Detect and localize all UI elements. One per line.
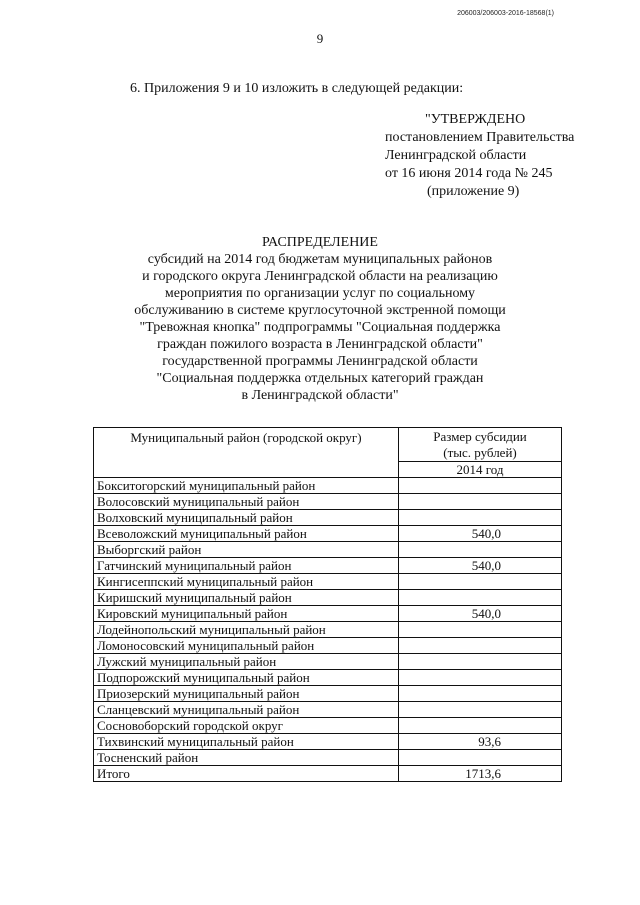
district-name-cell: Лужский муниципальный район <box>94 654 399 670</box>
intro-paragraph: 6. Приложения 9 и 10 изложить в следующей редакции: <box>130 81 464 96</box>
approval-line: постановлением Правительства <box>385 130 575 145</box>
subsidy-value-cell <box>399 542 562 558</box>
table-row <box>94 686 562 702</box>
document-title <box>0 234 640 404</box>
table-row <box>94 702 562 718</box>
subsidy-value-cell <box>399 622 562 638</box>
table-row <box>94 574 562 590</box>
table-row <box>94 622 562 638</box>
subsidy-value-cell <box>399 638 562 654</box>
title-line: государственной программы Ленинградской области <box>162 354 478 369</box>
subsidy-value-cell <box>399 750 562 766</box>
column-header-district: Муниципальный район (городской округ) <box>94 428 399 478</box>
district-name-cell: Итого <box>94 766 399 782</box>
district-name-cell: Всеволожский муниципальный район <box>94 526 399 542</box>
subsidy-value-cell <box>399 494 562 510</box>
subsidy-value-cell <box>399 654 562 670</box>
table-row <box>94 558 562 574</box>
column-header-year: 2014 год <box>399 462 562 478</box>
subsidy-value-cell <box>399 670 562 686</box>
subsidy-value-cell <box>399 478 562 494</box>
subsidy-table <box>93 427 562 782</box>
district-name-cell: Кингисеппский муниципальный район <box>94 574 399 590</box>
title-line: и городского округа Ленинградской области на реализацию <box>142 269 498 284</box>
approval-line: "УТВЕРЖДЕНО <box>425 112 526 127</box>
subsidy-value-cell <box>399 510 562 526</box>
approval-line: от 16 июня 2014 года № 245 <box>385 166 553 181</box>
approval-line: Ленинградской области <box>385 148 527 163</box>
district-name-cell: Подпорожский муниципальный район <box>94 670 399 686</box>
table-row <box>94 734 562 750</box>
subsidy-value-cell <box>399 590 562 606</box>
district-name-cell: Ломоносовский муниципальный район <box>94 638 399 654</box>
document-id: 206003/206003-2016-18568(1) <box>457 10 554 17</box>
district-name-cell: Тихвинский муниципальный район <box>94 734 399 750</box>
subsidy-value-cell <box>399 686 562 702</box>
table-row <box>94 590 562 606</box>
subsidy-value-cell <box>399 718 562 734</box>
title-line: обслуживанию в системе круглосуточной экстренной помощи <box>134 303 506 318</box>
district-name-cell: Выборгский район <box>94 542 399 558</box>
district-name-cell: Волховский муниципальный район <box>94 510 399 526</box>
table-row <box>94 510 562 526</box>
subsidy-value-cell: 1713,6 <box>399 766 562 782</box>
subsidy-value-cell: 93,6 <box>399 734 562 750</box>
table-row <box>94 606 562 622</box>
district-name-cell: Тосненский район <box>94 750 399 766</box>
table-row <box>94 638 562 654</box>
table-row <box>94 654 562 670</box>
table-row <box>94 542 562 558</box>
district-name-cell: Бокситогорский муниципальный район <box>94 478 399 494</box>
title-line: "Социальная поддержка отдельных категорий граждан <box>156 371 484 386</box>
district-name-cell: Сланцевский муниципальный район <box>94 702 399 718</box>
district-name-cell: Лодейнопольский муниципальный район <box>94 622 399 638</box>
district-name-cell: Волосовский муниципальный район <box>94 494 399 510</box>
subsidy-value-cell <box>399 574 562 590</box>
title-line: мероприятия по организации услуг по социальному <box>164 286 476 301</box>
district-name-cell: Приозерский муниципальный район <box>94 686 399 702</box>
district-name-cell: Гатчинский муниципальный район <box>94 558 399 574</box>
title-line: граждан пожилого возраста в Ленинградской области" <box>157 337 483 352</box>
district-name-cell: Киришский муниципальный район <box>94 590 399 606</box>
column-header-subsidy-line: Размер субсидии <box>433 429 527 444</box>
title-line: "Тревожная кнопка" подпрограммы "Социальная поддержка <box>139 320 501 335</box>
column-header-subsidy <box>399 428 562 462</box>
title-line: субсидий на 2014 год бюджетам муниципальных районов <box>147 252 493 267</box>
table-total-row <box>94 766 562 782</box>
subsidy-value-cell <box>399 702 562 718</box>
table-header-row <box>94 428 562 462</box>
page-number: 9 <box>316 31 324 46</box>
table-row <box>94 478 562 494</box>
subsidy-value-cell: 540,0 <box>399 558 562 574</box>
table-row <box>94 526 562 542</box>
title-heading: РАСПРЕДЕЛЕНИЕ <box>262 235 378 250</box>
subsidy-value-cell: 540,0 <box>399 606 562 622</box>
table-row <box>94 750 562 766</box>
subsidy-value-cell: 540,0 <box>399 526 562 542</box>
approval-line: (приложение 9) <box>427 184 520 199</box>
table-body <box>94 478 562 782</box>
table-row <box>94 718 562 734</box>
district-name-cell: Кировский муниципальный район <box>94 606 399 622</box>
table-row <box>94 670 562 686</box>
column-header-subsidy-unit: (тыс. рублей) <box>443 445 517 460</box>
approval-stamp <box>385 111 574 201</box>
district-name-cell: Сосновоборский городской округ <box>94 718 399 734</box>
table-row <box>94 494 562 510</box>
title-line: в Ленинградской области" <box>241 388 399 403</box>
